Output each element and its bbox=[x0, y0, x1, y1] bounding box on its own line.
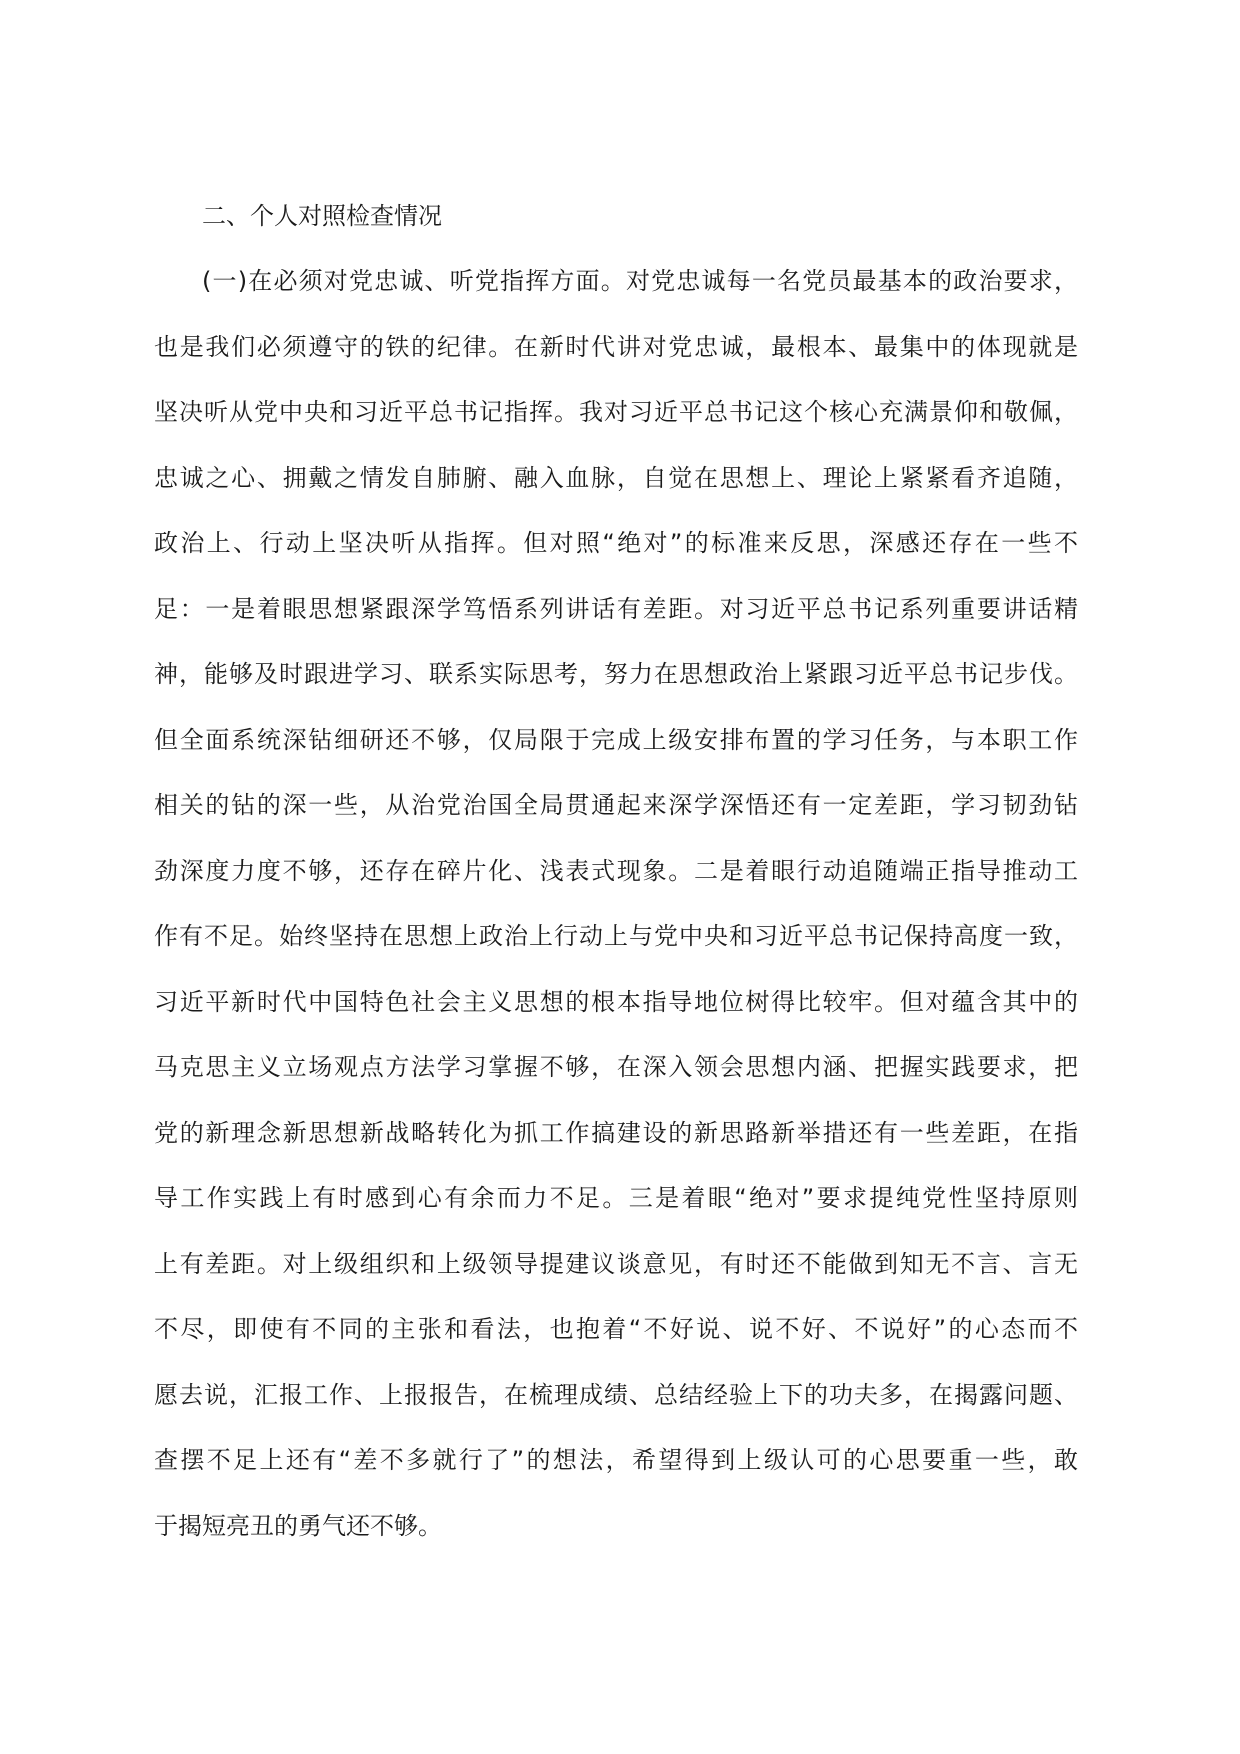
paragraph-line: 导工作实践上有时感到心有余而力不足。三是着眼“绝对”要求提纯党性坚持原则 bbox=[154, 1184, 1078, 1212]
body-paragraph bbox=[154, 249, 1078, 1559]
paragraph-line: 相关的钻的深一些，从治党治国全局贯通起来深学深悟还有一定差距，学习韧劲钻 bbox=[154, 791, 1078, 819]
paragraph-line: 于揭短亮丑的勇气还不够。 bbox=[154, 1511, 442, 1540]
paragraph-line: 愿去说，汇报工作、上报报告，在梳理成绩、总结经验上下的功夫多，在揭露问题、 bbox=[154, 1380, 1078, 1409]
paragraph-line: 上有差距。对上级组织和上级领导提建议谈意见，有时还不能做到知无不言、言无 bbox=[154, 1249, 1078, 1278]
paragraph-line: 神，能够及时跟进学习、联系实际思考，努力在思想政治上紧跟习近平总书记步伐。 bbox=[154, 660, 1078, 688]
paragraph-line: 足：一是着眼思想紧跟深学笃悟系列讲话有差距。对习近平总书记系列重要讲话精 bbox=[154, 594, 1078, 623]
paragraph-line: 不尽，即使有不同的主张和看法，也抱着“不好说、说不好、不说好”的心态而不 bbox=[154, 1315, 1078, 1343]
paragraph-line: 马克思主义立场观点方法学习掌握不够，在深入领会思想内涵、把握实践要求，把 bbox=[154, 1053, 1078, 1081]
paragraph-line: 忠诚之心、拥戴之情发自肺腑、融入血脉，自觉在思想上、理论上紧紧看齐追随， bbox=[154, 463, 1078, 492]
paragraph-line: 作有不足。始终坚持在思想上政治上行动上与党中央和习近平总书记保持高度一致， bbox=[154, 922, 1078, 950]
paragraph-line: 党的新理念新思想新战略转化为抓工作搞建设的新思路新举措还有一些差距，在指 bbox=[154, 1118, 1078, 1147]
paragraph-line: 政治上、行动上坚决听从指挥。但对照“绝对”的标准来反思，深感还存在一些不 bbox=[154, 529, 1078, 557]
section-heading: 二、个人对照检查情况 bbox=[202, 202, 442, 230]
paragraph-line: 习近平新时代中国特色社会主义思想的根本指导地位树得比较牢。但对蕴含其中的 bbox=[154, 987, 1078, 1016]
paragraph-line: 坚决听从党中央和习近平总书记指挥。我对习近平总书记这个核心充满景仰和敬佩， bbox=[154, 398, 1078, 426]
paragraph-line: 劲深度力度不够，还存在碎片化、浅表式现象。二是着眼行动追随端正指导推动工 bbox=[154, 856, 1078, 885]
paragraph-line: 但全面系统深钻细研还不够，仅局限于完成上级安排布置的学习任务，与本职工作 bbox=[154, 725, 1078, 754]
paragraph-line: (一)在必须对党忠诚、听党指挥方面。对党忠诚每一名党员最基本的政治要求， bbox=[202, 267, 1078, 295]
document-body bbox=[154, 183, 1078, 1559]
paragraph-line: 查摆不足上还有“差不多就行了”的想法，希望得到上级认可的心思要重一些，敢 bbox=[154, 1446, 1078, 1474]
paragraph-line: 也是我们必须遵守的铁的纪律。在新时代讲对党忠诚，最根本、最集中的体现就是 bbox=[154, 332, 1078, 361]
